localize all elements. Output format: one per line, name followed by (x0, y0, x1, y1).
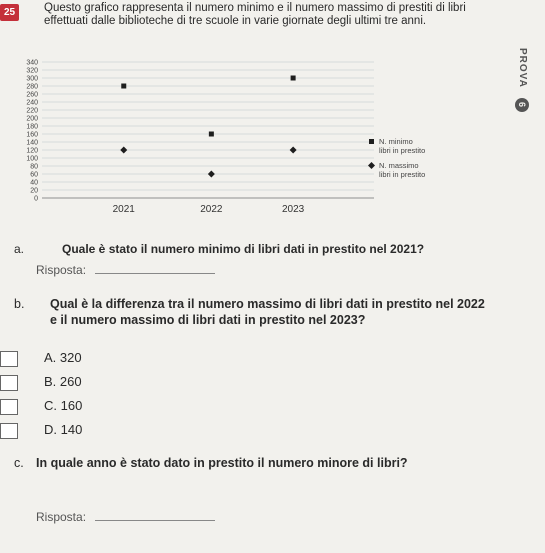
y-tick-label: 160 (26, 131, 38, 139)
question-number-badge: 25 (0, 4, 19, 21)
y-tick-label: 40 (30, 179, 38, 187)
x-tick-label: 2022 (200, 204, 223, 215)
question-c (14, 455, 494, 471)
minimum-point (121, 84, 126, 89)
y-tick-label: 80 (30, 163, 38, 171)
answer-c-field[interactable] (95, 510, 215, 521)
y-tick-label: 100 (26, 155, 38, 163)
maximum-point (120, 147, 127, 154)
x-tick-label: 2021 (112, 204, 135, 215)
option-c-checkbox[interactable] (0, 399, 18, 415)
question-c-letter: c. (14, 456, 24, 470)
answer-a-row (36, 263, 215, 277)
y-tick-label: 260 (26, 91, 38, 99)
maximum-point (208, 171, 215, 178)
option-b-label: B. 260 (44, 374, 82, 389)
question-b-letter: b. (14, 297, 25, 311)
y-tick-label: 120 (26, 147, 38, 155)
side-label-text: PROVA (517, 48, 528, 88)
y-tick-label: 0 (34, 195, 38, 203)
x-tick-label: 2023 (281, 204, 305, 215)
y-tick-label: 280 (26, 83, 38, 91)
y-tick-label: 200 (26, 115, 38, 123)
loans-chart (14, 56, 494, 226)
side-label-number: 6 (515, 98, 529, 112)
answer-c-label: Risposta: (36, 510, 87, 524)
option-d-checkbox[interactable] (0, 423, 18, 439)
y-tick-label: 220 (26, 107, 38, 115)
answer-c-row (36, 510, 215, 524)
minimum-point (291, 76, 296, 81)
question-a-letter: a. (14, 242, 25, 256)
answer-a-label: Risposta: (36, 263, 87, 277)
option-d-label: D. 140 (44, 422, 83, 437)
legend-diamond-icon (368, 162, 375, 169)
side-label (515, 48, 529, 112)
maximum-point (290, 147, 297, 154)
y-tick-label: 240 (26, 99, 38, 107)
legend-label-line1: N. massimo (379, 161, 419, 170)
question-a-text: Quale è stato il numero minimo di libri dati in prestito nel 2021? (62, 242, 425, 256)
y-tick-label: 320 (26, 67, 38, 75)
legend-label-line2: libri in prestito (379, 170, 426, 179)
y-tick-label: 300 (26, 75, 38, 83)
option-c-label: C. 160 (44, 398, 83, 413)
question-b-options (0, 350, 200, 440)
answer-a-field[interactable] (95, 263, 215, 274)
question-b-text: Qual è la differenza tra il numero massimo di libri dati in prestito nel 2022 e il numero massimo di libri dati in prestito nel 2023? (50, 297, 485, 327)
y-tick-label: 20 (30, 187, 38, 195)
question-c-text: In quale anno è stato dato in prestito il numero minore di libri? (36, 456, 408, 470)
question-intro-text: Questo grafico rappresenta il numero minimo e il numero massimo di prestiti di libri effettuati dalle biblioteche di tre scuole in varie giornate degli ultimi tre anni. (44, 2, 466, 27)
minimum-point (209, 132, 214, 137)
y-tick-label: 140 (26, 139, 38, 147)
question-b (14, 296, 494, 328)
legend-square-icon (369, 139, 374, 144)
legend-label-line1: N. minimo (379, 137, 413, 146)
legend-label-line2: libri in prestito (379, 146, 426, 155)
y-tick-label: 60 (30, 171, 38, 179)
y-tick-label: 340 (26, 59, 38, 67)
y-tick-label: 180 (26, 123, 38, 131)
option-a-checkbox[interactable] (0, 351, 18, 367)
option-a-label: A. 320 (44, 350, 82, 365)
option-b-checkbox[interactable] (0, 375, 18, 391)
